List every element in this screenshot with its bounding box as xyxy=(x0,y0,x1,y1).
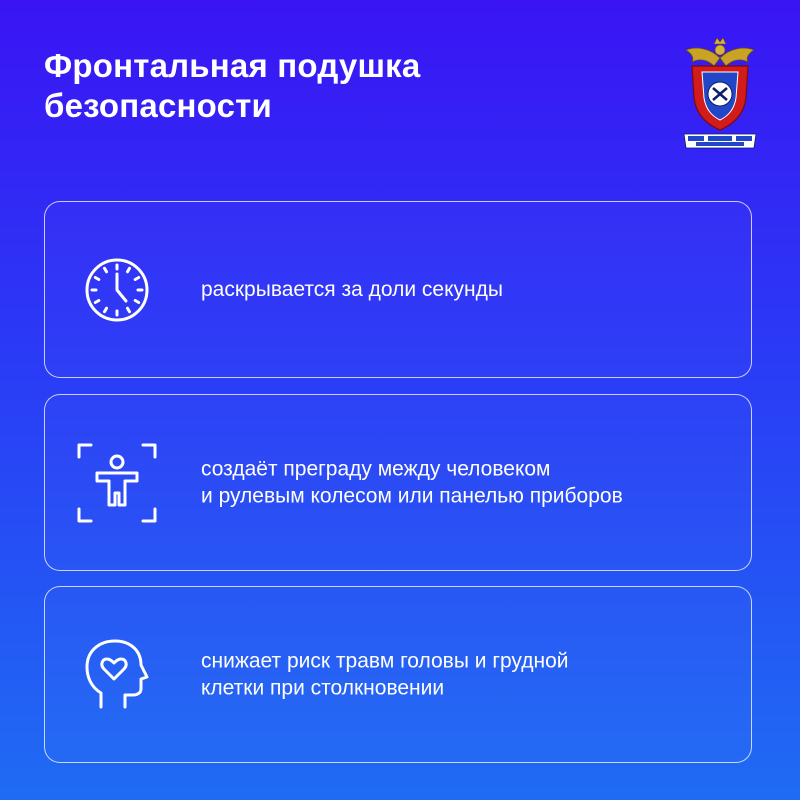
feature-text-line: клетки при столкновении xyxy=(201,676,445,700)
feature-card-3 xyxy=(44,586,752,763)
feature-card-1 xyxy=(44,201,752,378)
clock-icon xyxy=(77,250,157,330)
page-title xyxy=(44,46,420,125)
page-title-line-2: безопасности xyxy=(44,86,272,124)
feature-text-3 xyxy=(201,647,569,702)
feature-text-line: создаёт преграду между человеком xyxy=(201,456,551,480)
feature-card-2 xyxy=(44,394,752,571)
police-emblem-icon xyxy=(680,36,760,152)
feature-text-line: раскрывается за доли секунды xyxy=(201,277,503,301)
head-heart-icon xyxy=(77,635,157,715)
person-scan-icon xyxy=(77,443,157,523)
page-title-line-1: Фронтальная подушка xyxy=(44,47,421,84)
feature-text-1 xyxy=(201,276,503,304)
feature-text-2 xyxy=(201,455,623,510)
feature-text-line: снижает риск травм головы и грудной xyxy=(201,648,569,672)
feature-text-line: и рулевым колесом или панелью приборов xyxy=(201,484,623,508)
